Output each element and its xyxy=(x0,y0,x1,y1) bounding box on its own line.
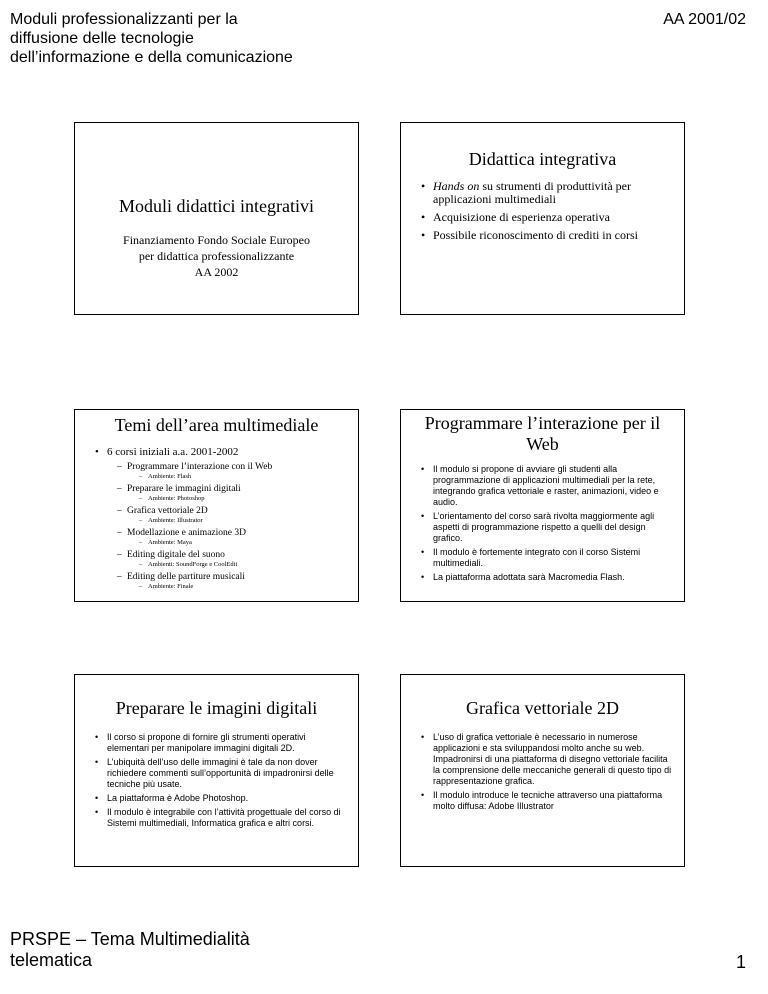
course-name: Programmare l’interazione con il Web xyxy=(127,462,273,472)
list-item: • La piattaforma adottata sarà Macromedia Flash. xyxy=(421,572,672,583)
bullet-list xyxy=(95,446,350,591)
slide-title: Moduli didattici integrativi xyxy=(119,196,314,216)
course-environment: – Ambiente: Photoshop xyxy=(139,495,350,503)
slide-preparare-imagini-digitali xyxy=(74,674,359,867)
list-item: • L’orientamento del corso sarà rivolta maggiormente agli aspetti di programmazione rispetto a quelli del design grafico. xyxy=(421,511,672,544)
slide-grafica-vettoriale-2d xyxy=(400,674,685,867)
bullet-text: 6 corsi iniziali a.a. 2001-2002 xyxy=(107,446,239,458)
list-item: • Il modulo si propone di avviare gli studenti alla programmazione di applicazioni multimediali per la rete, integrando grafica vettoriale e raster, animazioni, video e audio. xyxy=(421,464,672,508)
slide-title: Grafica vettoriale 2D xyxy=(466,698,619,718)
subtitle-line: AA 2002 xyxy=(194,265,239,279)
list-item: • Il corso si propone di fornire gli strumenti operativi elementari per manipolare immagini digitali 2D. xyxy=(95,732,348,754)
course-environment: – Ambiente: Maya xyxy=(139,539,350,547)
subtitle-line: Finanziamento Fondo Sociale Europeo xyxy=(123,233,310,247)
slide-moduli-didattici-integrativi xyxy=(74,122,359,315)
course-name: Grafica vettoriale 2D xyxy=(127,506,208,516)
course-name: Editing digitale del suono xyxy=(127,550,225,560)
course-name: Preparare le immagini digitali xyxy=(127,484,241,494)
bullet-text: Acquisizione di esperienza operativa xyxy=(433,210,610,224)
course-list xyxy=(107,462,350,591)
list-item: • L’ubiquità dell’uso delle immagini è tale da non dover richiedere commenti sull’opportunità di impadronirsi delle tecniche più usate. xyxy=(95,757,348,790)
list-item: • La piattaforma è Adobe Photoshop. xyxy=(95,793,348,804)
course-name: Modellazione e animazione 3D xyxy=(127,528,246,538)
course-item xyxy=(117,506,350,525)
bullet-list xyxy=(421,732,672,812)
header-right-year: AA 2001/02 xyxy=(663,11,746,28)
list-item: • L’uso di grafica vettoriale è necessario in numerose applicazioni e sta sviluppandosi molto anche su web. Impadronirsi di una piattaforma di disegno vettoriale facilita la comprensione delle meccaniche generali di questo tipo di rappresentazione grafica. xyxy=(421,732,672,787)
course-environment: – Ambiente: Flash xyxy=(139,473,350,481)
header-left-title: Moduli professionalizzanti per la diffusione delle tecnologie dell’informazione e della comunicazione xyxy=(10,11,293,66)
slide-title: Temi dell’area multimediale xyxy=(114,415,319,435)
course-item xyxy=(117,572,350,591)
list-item xyxy=(95,446,350,591)
emphasis-text: Hands on xyxy=(433,179,480,193)
slide-subtitle xyxy=(75,232,358,280)
course-item xyxy=(117,528,350,547)
footer-left xyxy=(10,929,250,971)
course-item xyxy=(117,550,350,569)
list-item: • Il modulo è integrabile con l’attività progettuale del corso di Sistemi multimediali, Informatica grafica e altri corsi. xyxy=(95,807,348,829)
course-item xyxy=(117,462,350,481)
course-environment: – Ambiente: Finale xyxy=(139,583,350,591)
slide-title: Preparare le imagini digitali xyxy=(115,698,318,718)
list-item: • Il modulo è fortemente integrato con il corso Sistemi multimediali. xyxy=(421,547,672,569)
slide-title: Didattica integrativa xyxy=(468,149,617,169)
slide-temi-area-multimediale xyxy=(74,409,359,602)
footer-line: telematica xyxy=(10,950,93,970)
list-item xyxy=(421,211,672,224)
footer-line: PRSPE – Tema Multimedialità xyxy=(10,929,250,949)
course-name: Editing delle partiture musicali xyxy=(127,572,245,582)
bullet-text: Possibile riconoscimento di crediti in corsi xyxy=(433,228,638,242)
page-number: 1 xyxy=(735,952,746,972)
bullet-list xyxy=(95,732,348,829)
course-environment: – Ambiente: Illustrator xyxy=(139,517,350,525)
course-item xyxy=(117,484,350,503)
list-item xyxy=(421,180,672,206)
bullet-list xyxy=(421,180,672,242)
list-item: • Il modulo introduce le tecniche attraverso una piattaforma molto diffusa: Adobe Illustrator xyxy=(421,790,672,812)
course-environment: – Ambienti: SoundForge e CoolEdit xyxy=(139,561,350,569)
bullet-list xyxy=(421,464,672,583)
slide-title: Programmare l’interazione per il Web xyxy=(424,413,661,454)
slide-programmare-interazione-web xyxy=(400,409,685,602)
bullet-text: su strumenti di produttività per applicazioni multimediali xyxy=(433,179,631,206)
subtitle-line: per didattica professionalizzante xyxy=(138,249,295,263)
slide-didattica-integrativa xyxy=(400,122,685,315)
list-item xyxy=(421,229,672,242)
